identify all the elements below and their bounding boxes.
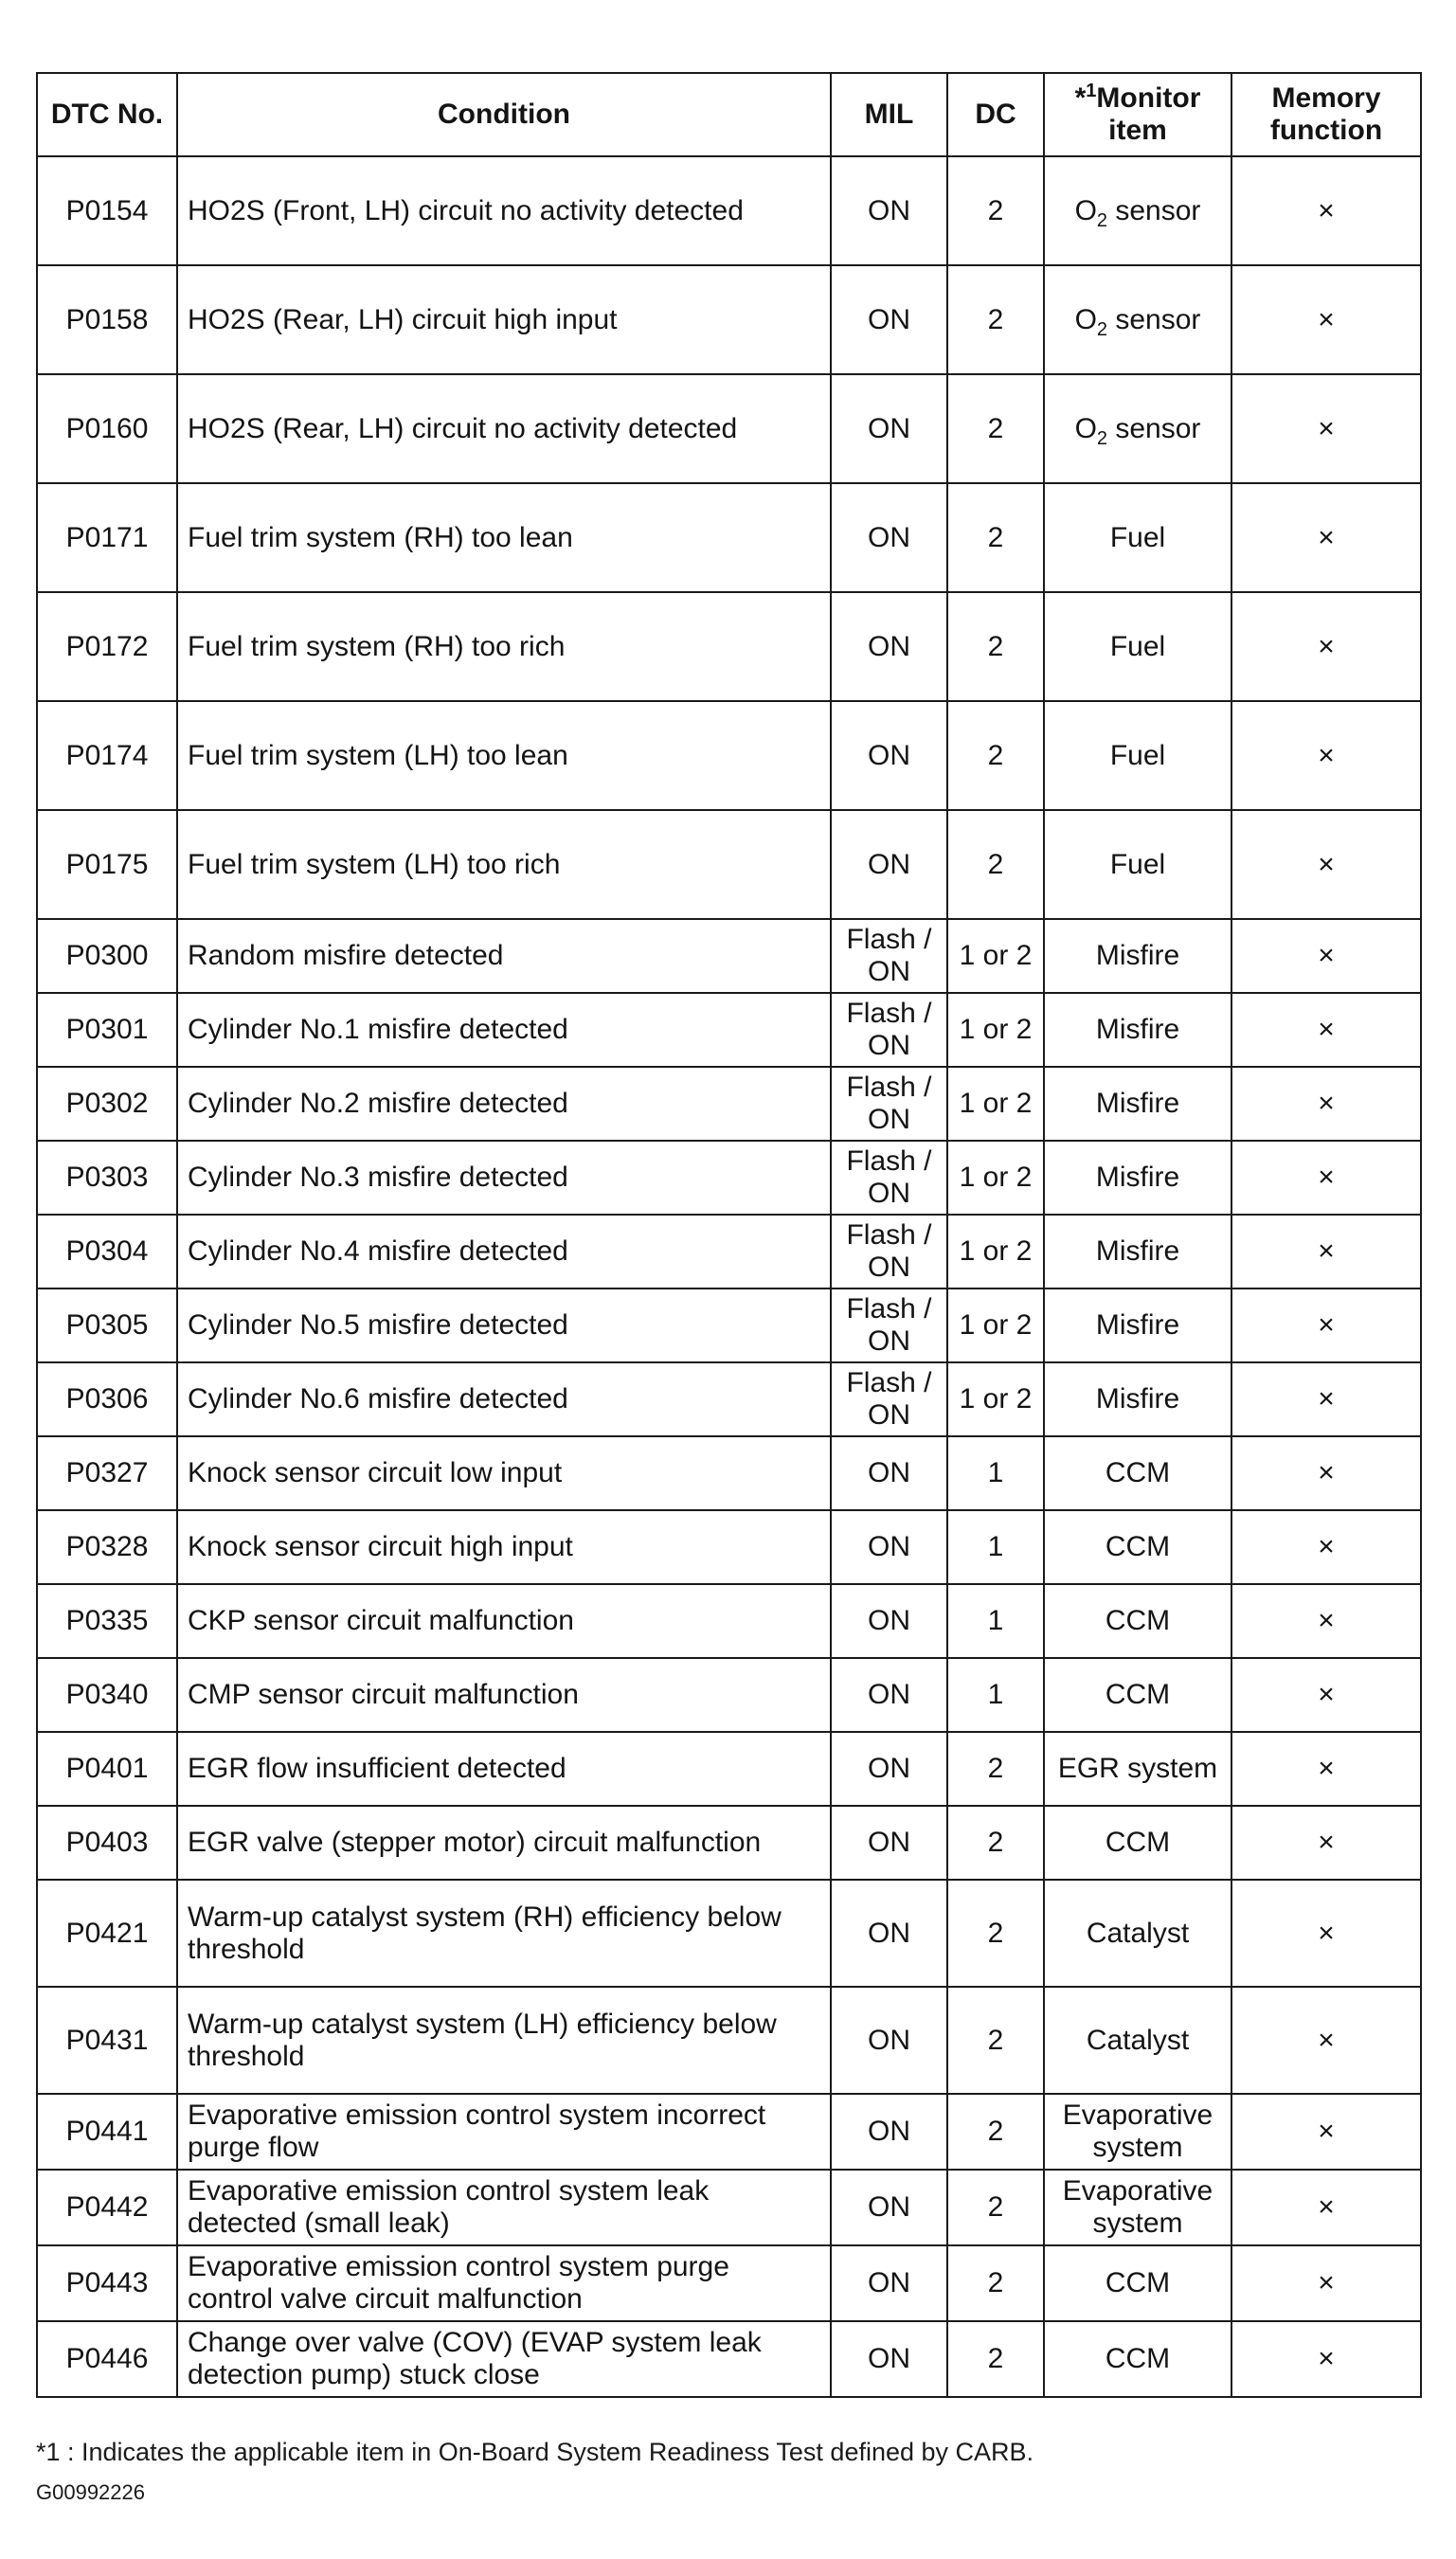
dc-cell: 1 or 2 xyxy=(947,1362,1044,1436)
memory-function-cell: × xyxy=(1231,993,1421,1067)
dtc-code-cell: P0172 xyxy=(37,592,177,701)
condition-cell: Knock sensor circuit high input xyxy=(177,1510,831,1584)
memory-function-cell: × xyxy=(1231,1362,1421,1436)
monitor-item-cell: CCM xyxy=(1044,1436,1231,1510)
mil-cell: ON xyxy=(831,1584,947,1658)
dc-cell: 2 xyxy=(947,2245,1044,2321)
condition-cell: Evaporative emission control system purge control valve circuit malfunction xyxy=(177,2245,831,2321)
dc-cell: 1 or 2 xyxy=(947,919,1044,993)
mil-cell: ON xyxy=(831,1510,947,1584)
dtc-code-cell: P0327 xyxy=(37,1436,177,1510)
memory-function-cell: × xyxy=(1231,1880,1421,1987)
mil-cell: Flash / ON xyxy=(831,993,947,1067)
mil-cell: ON xyxy=(831,2321,947,2397)
monitor-item-cell: Misfire xyxy=(1044,1289,1231,1362)
monitor-item-cell: CCM xyxy=(1044,1510,1231,1584)
mil-cell: ON xyxy=(831,592,947,701)
condition-cell: HO2S (Front, LH) circuit no activity detected xyxy=(177,156,831,265)
table-row xyxy=(37,1584,1421,1658)
dtc-code-cell: P0174 xyxy=(37,701,177,810)
mil-cell: ON xyxy=(831,1436,947,1510)
mil-cell: ON xyxy=(831,1658,947,1732)
mil-cell: ON xyxy=(831,156,947,265)
dc-cell: 2 xyxy=(947,483,1044,592)
mil-cell: Flash / ON xyxy=(831,1141,947,1215)
dtc-code-cell: P0160 xyxy=(37,374,177,483)
memory-function-cell: × xyxy=(1231,2321,1421,2397)
monitor-item-cell: $O_2$ sensor xyxy=(1044,156,1231,265)
monitor-item-cell: CCM xyxy=(1044,1806,1231,1880)
footnote: *1 : Indicates the applicable item in On-Board System Readiness Test defined by CARB. xyxy=(36,2438,1034,2466)
table-row xyxy=(37,1436,1421,1510)
dtc-code-cell: P0441 xyxy=(37,2094,177,2170)
dc-cell: 2 xyxy=(947,1987,1044,2094)
dtc-code-cell: P0431 xyxy=(37,1987,177,2094)
table-row xyxy=(37,701,1421,810)
dc-cell: 2 xyxy=(947,265,1044,374)
dc-cell: 2 xyxy=(947,810,1044,919)
memory-function-cell: × xyxy=(1231,1732,1421,1806)
table-row xyxy=(37,265,1421,374)
header-mil: MIL xyxy=(831,73,947,156)
mil-cell: ON xyxy=(831,2245,947,2321)
table-row xyxy=(37,1510,1421,1584)
dc-cell: 2 xyxy=(947,156,1044,265)
monitor-item-cell: Misfire xyxy=(1044,919,1231,993)
dtc-code-cell: P0301 xyxy=(37,993,177,1067)
monitor-item-cell: $O_2$ sensor xyxy=(1044,265,1231,374)
memory-function-cell: × xyxy=(1231,2245,1421,2321)
condition-cell: Evaporative emission control system leak detected (small leak) xyxy=(177,2170,831,2245)
dtc-code-cell: P0158 xyxy=(37,265,177,374)
table-row xyxy=(37,993,1421,1067)
dc-cell: 1 or 2 xyxy=(947,993,1044,1067)
dtc-code-cell: P0421 xyxy=(37,1880,177,1987)
dc-cell: 2 xyxy=(947,374,1044,483)
table-row xyxy=(37,592,1421,701)
mil-cell: ON xyxy=(831,1732,947,1806)
monitor-item-cell: CCM xyxy=(1044,1658,1231,1732)
memory-function-cell: × xyxy=(1231,156,1421,265)
monitor-item-cell: Fuel xyxy=(1044,701,1231,810)
condition-cell: HO2S (Rear, LH) circuit high input xyxy=(177,265,831,374)
mil-cell: ON xyxy=(831,1880,947,1987)
memory-function-cell: × xyxy=(1231,1289,1421,1362)
condition-cell: Cylinder No.5 misfire detected xyxy=(177,1289,831,1362)
table-row xyxy=(37,1806,1421,1880)
monitor-item-cell: EGR system xyxy=(1044,1732,1231,1806)
dtc-code-cell: P0328 xyxy=(37,1510,177,1584)
mil-cell: ON xyxy=(831,701,947,810)
condition-cell: Fuel trim system (LH) too lean xyxy=(177,701,831,810)
dc-cell: 1 xyxy=(947,1658,1044,1732)
table-body xyxy=(37,156,1421,2397)
dtc-code-cell: P0306 xyxy=(37,1362,177,1436)
table-row xyxy=(37,374,1421,483)
mil-cell: Flash / ON xyxy=(831,919,947,993)
table-row xyxy=(37,1880,1421,1987)
table-row xyxy=(37,2170,1421,2245)
memory-function-cell: × xyxy=(1231,1584,1421,1658)
monitor-item-cell: Misfire xyxy=(1044,1215,1231,1289)
condition-cell: Fuel trim system (RH) too lean xyxy=(177,483,831,592)
condition-cell: HO2S (Rear, LH) circuit no activity detected xyxy=(177,374,831,483)
memory-function-cell: × xyxy=(1231,1215,1421,1289)
dc-cell: 2 xyxy=(947,592,1044,701)
monitor-item-cell: Fuel xyxy=(1044,810,1231,919)
table-row xyxy=(37,1362,1421,1436)
table-row xyxy=(37,2321,1421,2397)
condition-cell: Random misfire detected xyxy=(177,919,831,993)
dtc-code-cell: P0303 xyxy=(37,1141,177,1215)
condition-cell: Cylinder No.2 misfire detected xyxy=(177,1067,831,1141)
condition-cell: CMP sensor circuit malfunction xyxy=(177,1658,831,1732)
mil-cell: ON xyxy=(831,265,947,374)
memory-function-cell: × xyxy=(1231,2094,1421,2170)
condition-cell: Warm-up catalyst system (LH) efficiency below threshold xyxy=(177,1987,831,2094)
memory-function-cell: × xyxy=(1231,1436,1421,1510)
table-row xyxy=(37,919,1421,993)
header-dtc: DTC No. xyxy=(37,73,177,156)
monitor-item-cell: $O_2$ sensor xyxy=(1044,374,1231,483)
table-row xyxy=(37,1289,1421,1362)
dtc-code-cell: P0403 xyxy=(37,1806,177,1880)
memory-function-cell: × xyxy=(1231,1987,1421,2094)
dtc-code-cell: P0446 xyxy=(37,2321,177,2397)
mil-cell: ON xyxy=(831,1987,947,2094)
mil-cell: ON xyxy=(831,1806,947,1880)
memory-function-cell: × xyxy=(1231,1510,1421,1584)
dtc-code-cell: P0171 xyxy=(37,483,177,592)
memory-function-cell: × xyxy=(1231,374,1421,483)
monitor-item-cell: Misfire xyxy=(1044,1067,1231,1141)
memory-function-cell: × xyxy=(1231,810,1421,919)
dtc-table xyxy=(36,72,1422,2398)
dc-cell: 1 or 2 xyxy=(947,1141,1044,1215)
header-dc: DC xyxy=(947,73,1044,156)
dtc-code-cell: P0401 xyxy=(37,1732,177,1806)
header-monitor xyxy=(1044,73,1231,156)
monitor-item-cell: Catalyst xyxy=(1044,1880,1231,1987)
condition-cell: Fuel trim system (LH) too rich xyxy=(177,810,831,919)
dc-cell: 2 xyxy=(947,1732,1044,1806)
memory-function-cell: × xyxy=(1231,265,1421,374)
memory-function-cell: × xyxy=(1231,1141,1421,1215)
dtc-code-cell: P0304 xyxy=(37,1215,177,1289)
monitor-item-cell: CCM xyxy=(1044,2321,1231,2397)
table-header-row xyxy=(37,73,1421,156)
header-monitor-label: Monitor item xyxy=(1096,82,1201,146)
condition-cell: Cylinder No.6 misfire detected xyxy=(177,1362,831,1436)
table-row xyxy=(37,1658,1421,1732)
memory-function-cell: × xyxy=(1231,592,1421,701)
table-row xyxy=(37,1732,1421,1806)
condition-cell: Cylinder No.3 misfire detected xyxy=(177,1141,831,1215)
dtc-code-cell: P0443 xyxy=(37,2245,177,2321)
memory-function-cell: × xyxy=(1231,701,1421,810)
memory-function-cell: × xyxy=(1231,919,1421,993)
table-row xyxy=(37,1141,1421,1215)
dc-cell: 1 or 2 xyxy=(947,1067,1044,1141)
dc-cell: 1 or 2 xyxy=(947,1289,1044,1362)
dtc-code-cell: P0305 xyxy=(37,1289,177,1362)
table-row xyxy=(37,483,1421,592)
table-row xyxy=(37,156,1421,265)
memory-function-cell: × xyxy=(1231,1067,1421,1141)
condition-cell: EGR flow insufficient detected xyxy=(177,1732,831,1806)
dc-cell: 2 xyxy=(947,2094,1044,2170)
condition-cell: Cylinder No.4 misfire detected xyxy=(177,1215,831,1289)
table-row xyxy=(37,2094,1421,2170)
dtc-code-cell: P0300 xyxy=(37,919,177,993)
header-condition: Condition xyxy=(177,73,831,156)
table-row xyxy=(37,810,1421,919)
dc-cell: 2 xyxy=(947,2170,1044,2245)
monitor-item-cell: Misfire xyxy=(1044,993,1231,1067)
monitor-item-cell: CCM xyxy=(1044,1584,1231,1658)
monitor-item-cell: Evaporative system xyxy=(1044,2094,1231,2170)
table-row xyxy=(37,1067,1421,1141)
dtc-code-cell: P0175 xyxy=(37,810,177,919)
monitor-item-cell: Fuel xyxy=(1044,483,1231,592)
condition-cell: Knock sensor circuit low input xyxy=(177,1436,831,1510)
dc-cell: 1 xyxy=(947,1436,1044,1510)
dtc-code-cell: P0302 xyxy=(37,1067,177,1141)
mil-cell: Flash / ON xyxy=(831,1289,947,1362)
table-row xyxy=(37,1987,1421,2094)
dc-cell: 2 xyxy=(947,1880,1044,1987)
header-memory: Memory function xyxy=(1231,73,1421,156)
dtc-code-cell: P0154 xyxy=(37,156,177,265)
memory-function-cell: × xyxy=(1231,483,1421,592)
table-row xyxy=(37,1215,1421,1289)
memory-function-cell: × xyxy=(1231,1806,1421,1880)
condition-cell: Change over valve (COV) (EVAP system leak detection pump) stuck close xyxy=(177,2321,831,2397)
mil-cell: ON xyxy=(831,2170,947,2245)
table-row xyxy=(37,2245,1421,2321)
mil-cell: ON xyxy=(831,483,947,592)
memory-function-cell: × xyxy=(1231,1658,1421,1732)
monitor-item-cell: CCM xyxy=(1044,2245,1231,2321)
dc-cell: 1 xyxy=(947,1510,1044,1584)
condition-cell: Cylinder No.1 misfire detected xyxy=(177,993,831,1067)
condition-cell: Warm-up catalyst system (RH) efficiency below threshold xyxy=(177,1880,831,1987)
mil-cell: Flash / ON xyxy=(831,1215,947,1289)
condition-cell: Fuel trim system (RH) too rich xyxy=(177,592,831,701)
dc-cell: 1 or 2 xyxy=(947,1215,1044,1289)
memory-function-cell: × xyxy=(1231,2170,1421,2245)
mil-cell: ON xyxy=(831,810,947,919)
mil-cell: Flash / ON xyxy=(831,1067,947,1141)
monitor-item-cell: Misfire xyxy=(1044,1141,1231,1215)
header-monitor-prefix: *$^1$ xyxy=(1074,81,1097,114)
condition-cell: CKP sensor circuit malfunction xyxy=(177,1584,831,1658)
condition-cell: Evaporative emission control system incorrect purge flow xyxy=(177,2094,831,2170)
dtc-code-cell: P0442 xyxy=(37,2170,177,2245)
dtc-code-cell: P0340 xyxy=(37,1658,177,1732)
mil-cell: ON xyxy=(831,374,947,483)
dc-cell: 1 xyxy=(947,1584,1044,1658)
monitor-item-cell: Catalyst xyxy=(1044,1987,1231,2094)
monitor-item-cell: Fuel xyxy=(1044,592,1231,701)
dc-cell: 2 xyxy=(947,2321,1044,2397)
dc-cell: 2 xyxy=(947,1806,1044,1880)
dtc-code-cell: P0335 xyxy=(37,1584,177,1658)
mil-cell: Flash / ON xyxy=(831,1362,947,1436)
condition-cell: EGR valve (stepper motor) circuit malfunction xyxy=(177,1806,831,1880)
monitor-item-cell: Evaporative system xyxy=(1044,2170,1231,2245)
dc-cell: 2 xyxy=(947,701,1044,810)
monitor-item-cell: Misfire xyxy=(1044,1362,1231,1436)
mil-cell: ON xyxy=(831,2094,947,2170)
figure-id: G00992226 xyxy=(36,2480,145,2504)
